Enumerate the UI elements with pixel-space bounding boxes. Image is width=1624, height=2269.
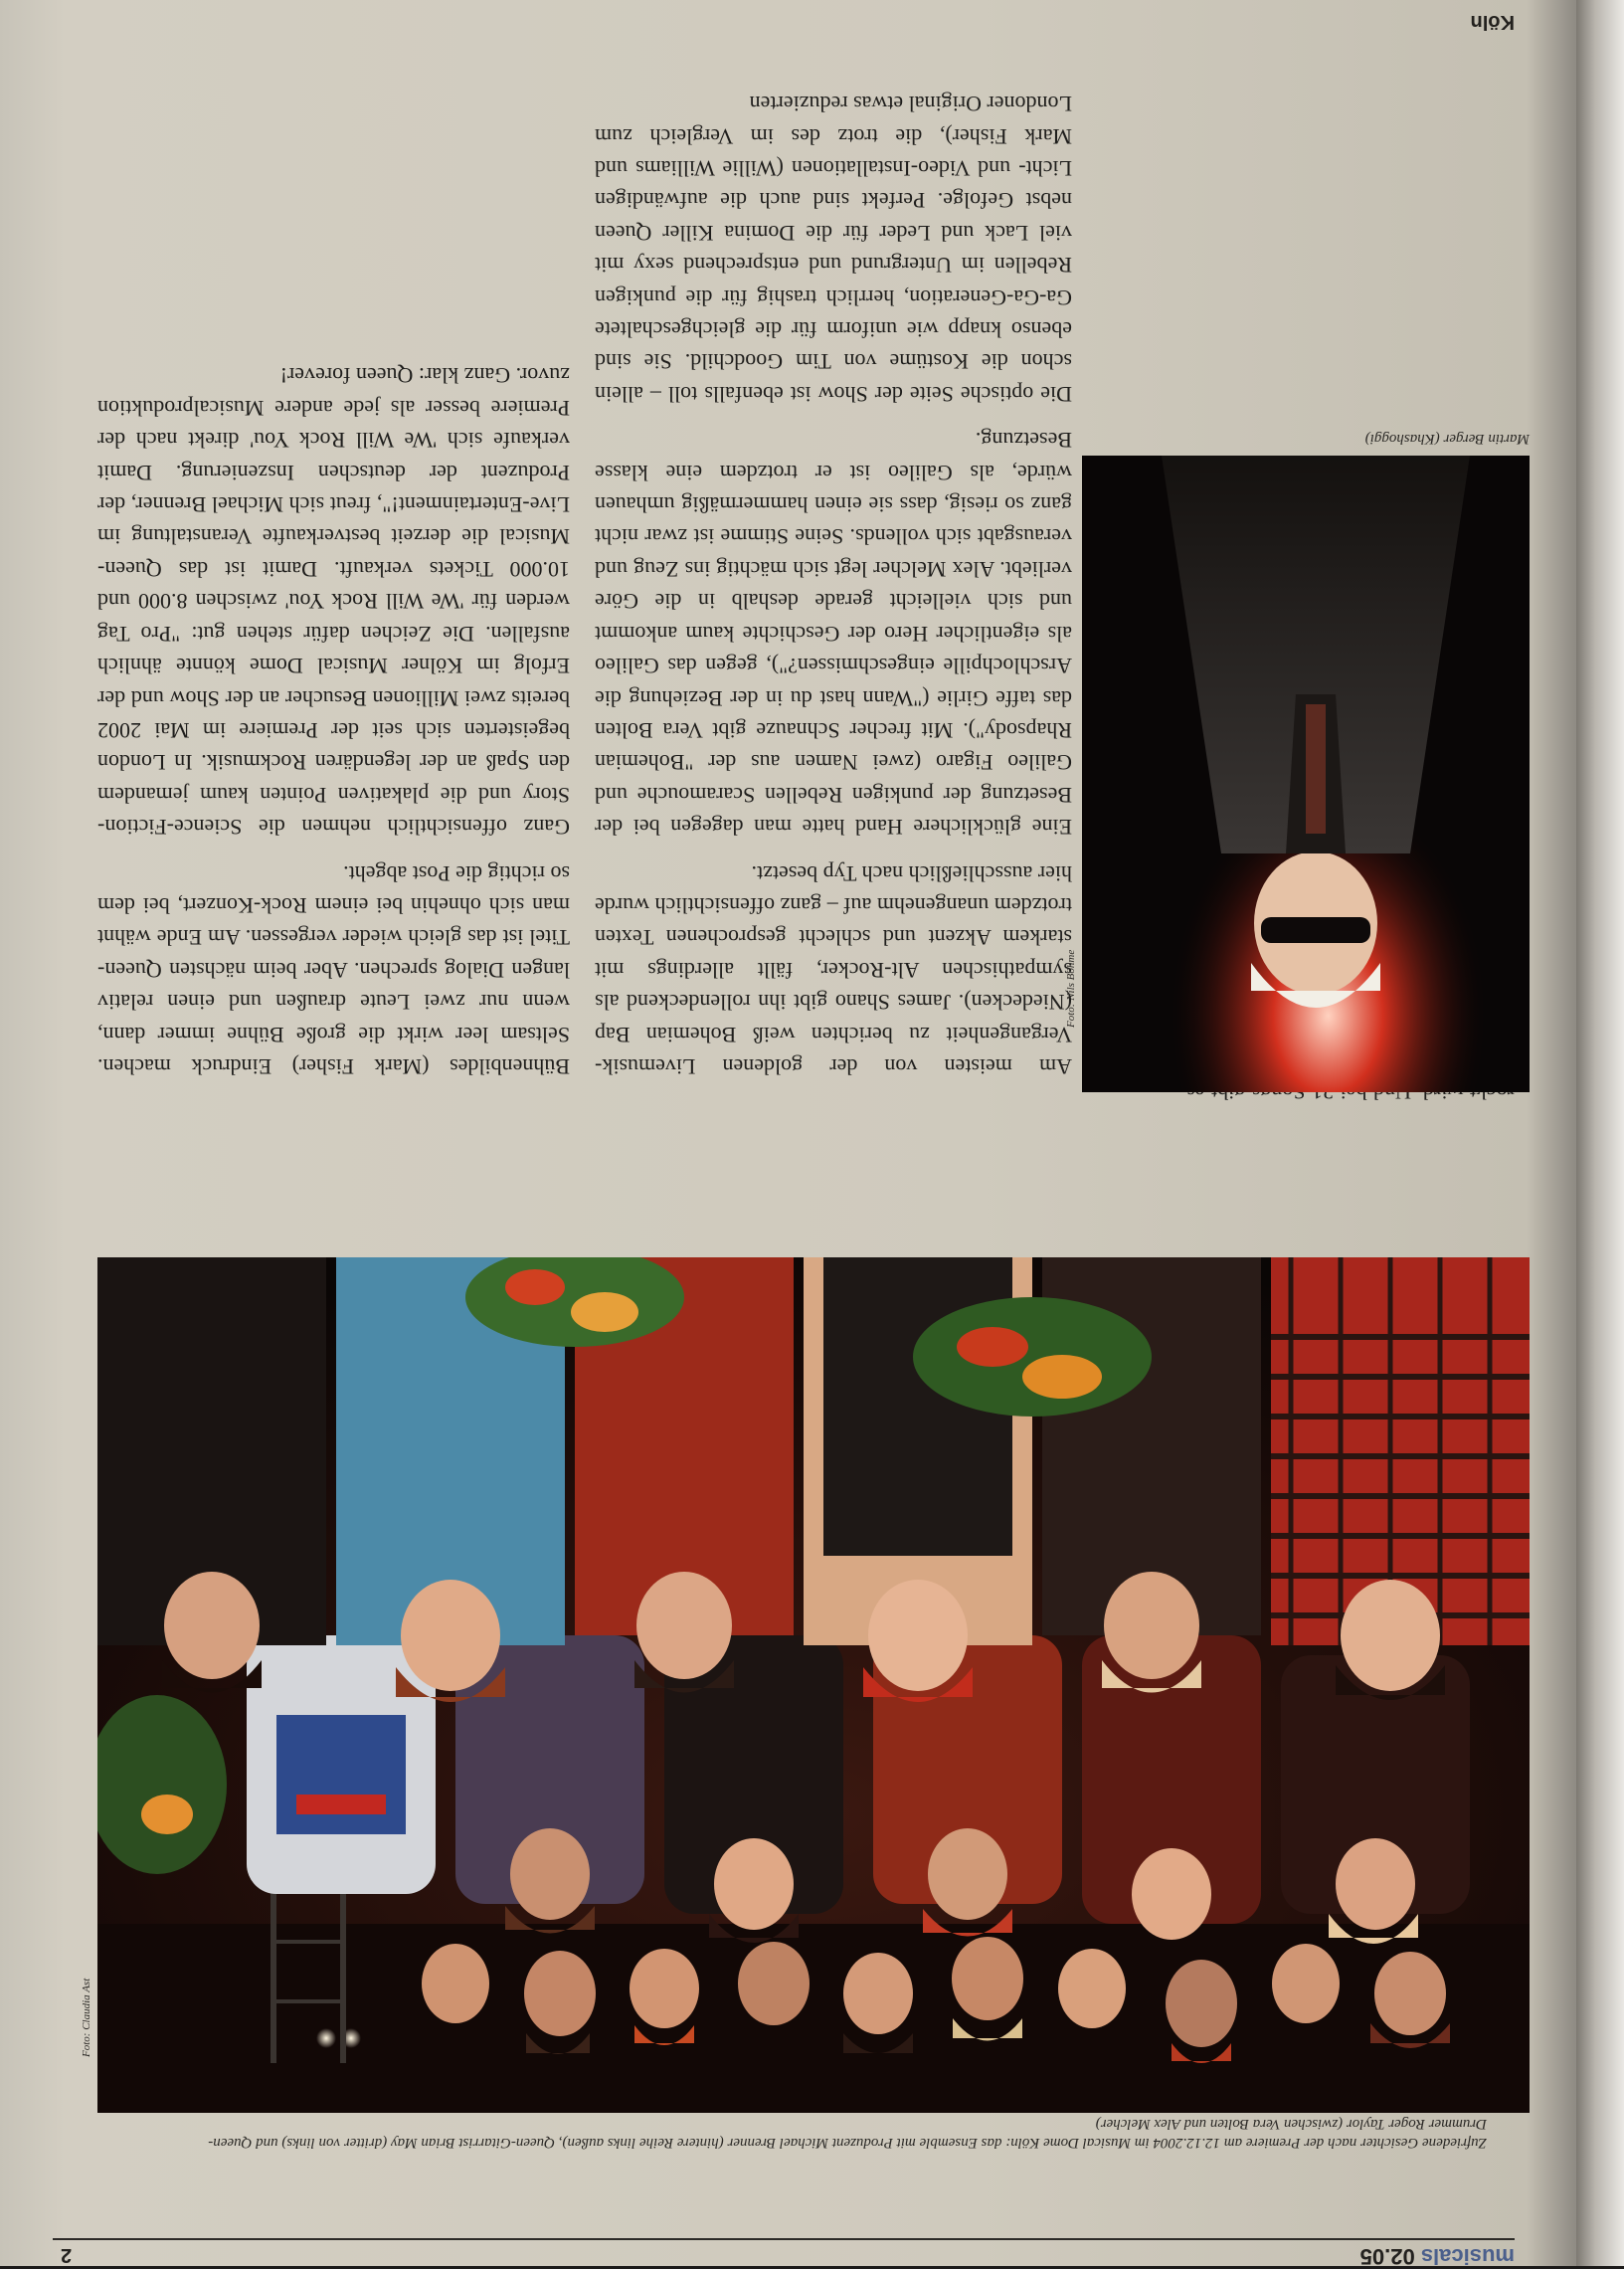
page-header [53, 2238, 1515, 2269]
article-paragraph: Bühnenbildes (Mark Fisher) Eindruck machen. Seltsam leer wirkt die große Bühne immer dann, wenn nur zwei Leute draußen und einen relativ langen Dialog sprechen. Aber beim nächsten Queen-Titel ist das gleich wieder vergessen. Am Ende wähnt man sich ohnehin bei einem Rock-Konzert, bei dem so richtig die Post abgeht. [97, 860, 570, 1079]
ensemble-photo [97, 1257, 1530, 2113]
header-section: musicals [1420, 2244, 1515, 2269]
ensemble-cast-row-front [97, 1257, 1530, 1702]
ensemble-photo-credit: Foto: Claudia Ast [81, 1978, 92, 2057]
ensemble-photo-image [97, 1257, 1530, 2113]
article-col-left [97, 359, 570, 1082]
article-paragraph: Am meisten von der goldenen Livemusik-Vergangenheit zu berichten weiß Bohemian Bap (Niedecken). James Shano gibt ihn rollendeckend als sympathischen Alt-Rocker, fällt allerdings mit starkem Akzent und schlecht gesprochenen Texten trotzdem unangenehm auf – ganz offensichtlich wurde hier ausschließlich nach Typ besetzt. [595, 860, 1072, 1079]
header-page-marker: 2 [61, 2244, 73, 2266]
footer-region: Köln [1470, 11, 1515, 33]
article-paragraph: Die optische Seite der Show ist ebenfalls toll – allein schon die Kostüme von Tim Goodchild. Sie sind ebenso knapp wie uniform für die gleichgeschaltete Ga-Ga-Generation, herrlich trashig für die punkigen Rebellen im Untergrund und entsprechend sexy mit viel Lack und Leder für die Domina Killer Queen nebst Gefolge. Perfekt sind auch die aufwändigen Licht- und Video-Installationen (Willie Williams und Mark Fisher), die trotz des im Vergleich zum Londoner Original etwas reduzierten [595, 92, 1072, 407]
article-col-middle [595, 88, 1072, 1082]
header-issue: 02.05 [1359, 2244, 1415, 2269]
header-left [1360, 2243, 1515, 2269]
berger-photo-credit: Foto: Nils Böhme [1065, 949, 1077, 1028]
article-paragraph: Eine glücklichere Hand hatte man dagegen bei der Besetzung der punkigen Rebellen Scaramouche und Galileo Figaro (zwei Namen aus der "Bohemian Rhapsody"). Mit frecher Schnauze gibt Vera Bolten das taffe Girlie ("Wann hast du in der Beziehung die Arschlochpille eingeschmissen?"), gegen das Galileo als eigentlicher Hero der Geschichte kaum ankommt und sich vielleicht gerade deshalb in die Göre verliebt. Alex Melcher legt sich mächtig ins Zeug und verausgabt sich vollends. Seine Stimme ist zwar nicht ganz so riesig, dass sie einen hammermäßig umhauen würde, als Galileo ist er trotzdem eine klasse Besetzung. [595, 428, 1072, 841]
berger-photo-image [1082, 456, 1530, 1092]
ensemble-photo-caption: Zufriedene Gesichter nach der Premiere am 12.12.2004 im Musical Dome Köln: das Ensemble mit Produzent Michael Brenner (hintere Reihe links außen), Queen-Gitarrist Brian May (dritter von links) und Queen-Drummer Roger Taylor (zwischen Vera Bolten und Alex Melcher) [208, 2116, 1487, 2151]
article-paragraph: Ganz offensichtlich nehmen die Science-Fiction-Story und die plakativen Pointen kaum jemandem den Spaß an der legendären Rockmusik. In London begeisterten sich seit der Premiere im Mai 2002 bereits zwei Millionen Besucher an der Show und der Erfolg im Kölner Musical Dome könnte ähnlich ausfallen. Die Zeichen dafür stehen gut: "Pro Tag werden für 'We Will Rock You' zwischen 8.000 und 10.000 Tickets verkauft. Damit ist das Queen-Musical die derzeit bestverkaufte Veranstaltung im Live-Entertainment!", freut sich Michael Brenner, der Produzent der deutschen Inszenierung. Damit verkaufe sich 'We Will Rock You' direkt nach der Premiere besser als jede andere Musicalproduktion zuvor. Ganz klar: Queen forever! [97, 363, 570, 841]
berger-photo-caption: Martin Berger (Khashoggi) [1364, 431, 1530, 447]
berger-photo [1082, 456, 1530, 1092]
